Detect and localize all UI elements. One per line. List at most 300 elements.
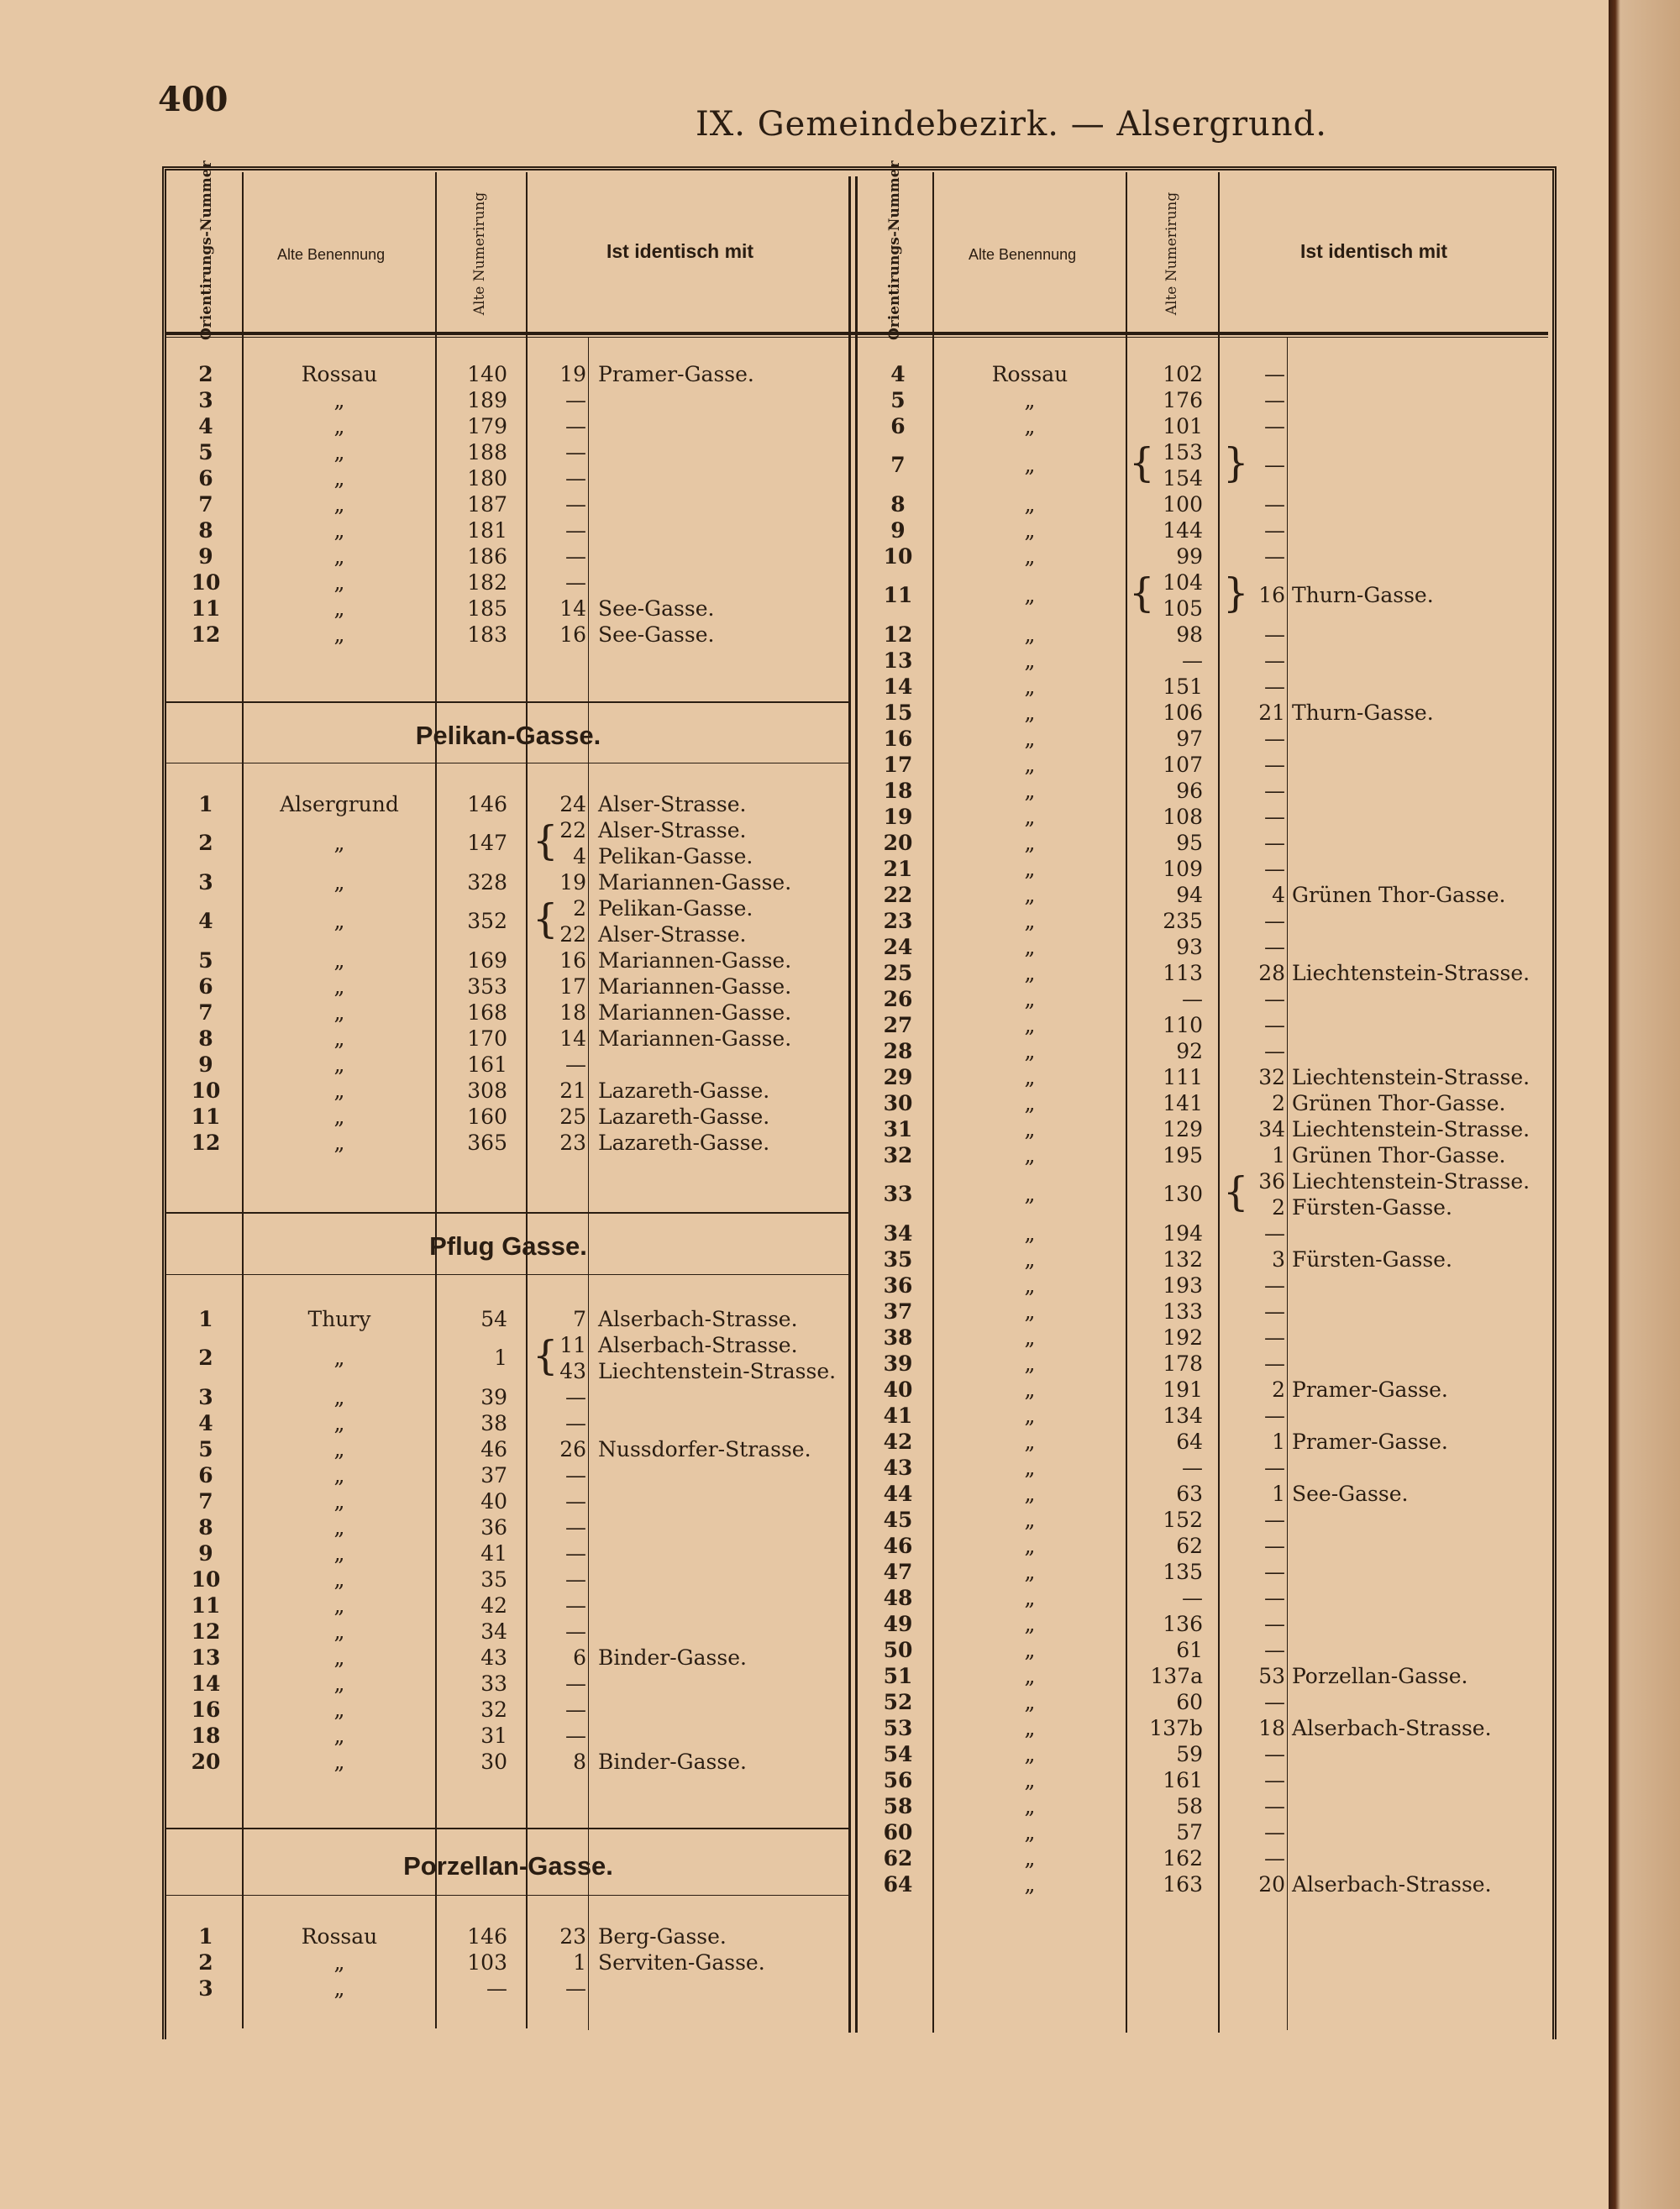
new-number: — <box>1264 1560 1285 1584</box>
alte-numerirung: 96 <box>1176 779 1203 803</box>
header-identisch: Ist identisch mit <box>1300 240 1448 262</box>
alte-numerirung: 99 <box>1176 544 1203 569</box>
street-name: Nussdorfer-Strasse. <box>598 1437 811 1461</box>
new-number: 28 <box>1258 961 1285 985</box>
orient-number: 4 <box>198 909 213 933</box>
alte-benennung: „ <box>333 1645 345 1670</box>
new-number: 22 <box>559 922 586 947</box>
new-number: 2 <box>1272 1377 1285 1402</box>
new-number: 18 <box>559 1000 586 1025</box>
alte-benennung: „ <box>1024 935 1036 959</box>
alte-numerirung: 182 <box>467 570 507 595</box>
new-number: 1 <box>1272 1143 1285 1167</box>
header-alte-benennung: Alte Benennung <box>277 246 386 263</box>
street-name: Pelikan-Gasse. <box>598 844 753 868</box>
alte-numerirung: 132 <box>1163 1247 1203 1272</box>
alte-benennung: „ <box>1024 1117 1036 1141</box>
new-number: — <box>1264 1404 1285 1428</box>
alte-benennung: „ <box>1024 1742 1036 1766</box>
orient-number: 2 <box>198 831 213 855</box>
alte-benennung: „ <box>333 1131 345 1155</box>
orient-number: 1 <box>198 1924 213 1949</box>
orient-number: 20 <box>191 1750 221 1774</box>
table-row <box>0 1689 1680 1715</box>
new-number: — <box>1264 1325 1285 1350</box>
alte-benennung: „ <box>1024 1638 1036 1662</box>
alte-benennung: „ <box>1024 1612 1036 1636</box>
street-name: Mariannen-Gasse. <box>598 1026 792 1051</box>
orient-number: 2 <box>198 1950 213 1975</box>
new-number: — <box>1264 857 1285 881</box>
orient-number: 6 <box>198 974 213 999</box>
alte-benennung: Rossau <box>991 362 1068 386</box>
alte-benennung: „ <box>333 388 345 412</box>
brace-mark: } <box>1223 569 1249 617</box>
alte-benennung: Rossau <box>301 1924 378 1949</box>
orient-number: 11 <box>191 1104 221 1129</box>
new-number: — <box>565 1671 586 1696</box>
orient-number: 12 <box>191 622 221 647</box>
new-number: — <box>565 1976 586 2001</box>
alte-numerirung: 43 <box>480 1645 507 1670</box>
street-name: Liechtenstein-Strasse. <box>1292 1117 1530 1141</box>
alte-benennung: „ <box>1024 727 1036 751</box>
alte-benennung: „ <box>333 909 345 933</box>
alte-benennung: „ <box>1024 1377 1036 1402</box>
alte-numerirung: 146 <box>467 1924 507 1949</box>
alte-benennung: „ <box>1024 544 1036 569</box>
alte-benennung: „ <box>333 440 345 464</box>
orient-number: 25 <box>883 961 913 985</box>
table-row <box>0 1507 1680 1533</box>
orient-number: 17 <box>883 753 913 777</box>
street-name: Serviten-Gasse. <box>598 1950 765 1975</box>
orient-number: 35 <box>883 1247 913 1272</box>
new-number: — <box>1264 388 1285 412</box>
orient-number: 46 <box>883 1534 913 1558</box>
alte-numerirung: 137b <box>1149 1716 1203 1740</box>
new-number: — <box>1264 1456 1285 1480</box>
alte-benennung: „ <box>333 1976 345 2001</box>
new-number: 26 <box>559 1437 586 1461</box>
alte-numerirung: 39 <box>480 1385 507 1409</box>
orient-number: 18 <box>191 1724 221 1748</box>
table-row <box>0 1741 1680 1767</box>
table-row <box>0 1403 1680 1429</box>
street-name: Liechtenstein-Strasse. <box>1292 1065 1530 1089</box>
new-number: 1 <box>1272 1482 1285 1506</box>
alte-numerirung: 136 <box>1163 1612 1203 1636</box>
alte-benennung: „ <box>1024 622 1036 647</box>
street-name: Pramer-Gasse. <box>598 362 754 386</box>
table-row <box>0 1012 1680 1038</box>
alte-numerirung: 38 <box>480 1411 507 1435</box>
new-number: — <box>1264 1846 1285 1871</box>
alte-numerirung: 161 <box>1163 1768 1203 1792</box>
orient-number: 4 <box>890 362 906 386</box>
alte-numerirung: 101 <box>1163 414 1203 438</box>
new-number: — <box>1264 1508 1285 1532</box>
orient-number: 14 <box>883 674 913 699</box>
orient-number: 8 <box>890 492 906 517</box>
alte-numerirung: 135 <box>1163 1560 1203 1584</box>
table-row <box>0 1090 1680 1116</box>
new-number: 25 <box>559 1104 586 1129</box>
alte-benennung: „ <box>333 1619 345 1644</box>
table-row <box>0 1116 1680 1142</box>
new-number: — <box>1264 453 1285 477</box>
alte-numerirung: 105 <box>1163 596 1203 621</box>
alte-benennung: „ <box>1024 987 1036 1011</box>
new-number: — <box>565 1593 586 1618</box>
table-row <box>0 908 1680 934</box>
alte-numerirung: 54 <box>480 1307 507 1331</box>
orient-number: 2 <box>198 362 213 386</box>
new-number: 36 <box>1258 1169 1285 1194</box>
alte-benennung: „ <box>333 544 345 569</box>
alte-benennung: „ <box>333 948 345 973</box>
alte-numerirung: 154 <box>1163 466 1203 491</box>
orient-number: 4 <box>198 1411 213 1435</box>
orient-number: 10 <box>191 1078 221 1103</box>
alte-numerirung: 352 <box>467 909 507 933</box>
new-number: — <box>565 1385 586 1409</box>
orient-number: 12 <box>191 1619 221 1644</box>
orient-number: 62 <box>883 1846 913 1871</box>
new-number: 6 <box>573 1645 586 1670</box>
new-number: 53 <box>1258 1664 1285 1688</box>
alte-numerirung: 185 <box>467 596 507 621</box>
alte-benennung: „ <box>333 518 345 543</box>
table-row <box>0 700 1680 726</box>
table-row <box>0 830 1680 856</box>
alte-numerirung: 42 <box>480 1593 507 1618</box>
orient-number: 26 <box>883 987 913 1011</box>
alte-benennung: „ <box>1024 1325 1036 1350</box>
alte-benennung: „ <box>1024 1221 1036 1246</box>
orient-number: 43 <box>883 1456 913 1480</box>
alte-benennung: „ <box>333 1437 345 1461</box>
table-row <box>0 1455 1680 1481</box>
table-row <box>0 1064 1680 1090</box>
header-alte-numerirung: Alte Numerirung <box>471 192 488 316</box>
brace-mark: { <box>533 895 559 942</box>
alte-benennung: „ <box>1024 1065 1036 1089</box>
table-row <box>0 1038 1680 1064</box>
table-row <box>0 1533 1680 1559</box>
alte-benennung: „ <box>333 1489 345 1514</box>
new-number: 2 <box>573 896 586 921</box>
street-name: See-Gasse. <box>598 622 715 647</box>
new-number: 23 <box>559 1131 586 1155</box>
new-number: 17 <box>559 974 586 999</box>
alte-numerirung: 59 <box>1176 1742 1203 1766</box>
alte-numerirung: 113 <box>1163 961 1203 985</box>
new-number: 19 <box>559 870 586 895</box>
alte-benennung: „ <box>1024 779 1036 803</box>
alte-numerirung: 183 <box>467 622 507 647</box>
alte-numerirung: 178 <box>1163 1351 1203 1376</box>
alte-benennung: „ <box>1024 1716 1036 1740</box>
orient-number: 20 <box>883 831 913 855</box>
street-name: See-Gasse. <box>1292 1482 1409 1506</box>
alte-numerirung: 111 <box>1163 1065 1203 1089</box>
alte-numerirung: 98 <box>1176 622 1203 647</box>
new-number: 4 <box>1272 883 1285 907</box>
new-number: — <box>1264 779 1285 803</box>
new-number: 2 <box>1272 1091 1285 1115</box>
table-row <box>0 1663 1680 1689</box>
orient-number: 7 <box>890 453 906 477</box>
street-name: Pelikan-Gasse. <box>598 896 753 921</box>
orient-number: 3 <box>198 1976 213 2001</box>
page-number: 400 <box>158 80 228 119</box>
table-row <box>0 934 1680 960</box>
table-row <box>0 622 1680 648</box>
alte-numerirung: — <box>486 1976 507 2001</box>
alte-numerirung: 188 <box>467 440 507 464</box>
alte-numerirung: 181 <box>467 518 507 543</box>
header-orient: Orientirungs-Nummer <box>886 160 903 340</box>
alte-benennung: „ <box>1024 961 1036 985</box>
alte-benennung: „ <box>1024 1768 1036 1792</box>
new-number: 7 <box>573 1307 586 1331</box>
street-name: Lazareth-Gasse. <box>598 1104 770 1129</box>
new-number: 43 <box>559 1359 586 1383</box>
orient-number: 8 <box>198 1515 213 1540</box>
alte-numerirung: 95 <box>1176 831 1203 855</box>
table-row <box>0 1976 1680 2002</box>
orient-number: 12 <box>883 622 913 647</box>
street-name: Lazareth-Gasse. <box>598 1131 770 1155</box>
new-number: — <box>1264 1820 1285 1844</box>
alte-benennung: „ <box>333 1541 345 1566</box>
alte-benennung: „ <box>1024 1039 1036 1063</box>
alte-benennung: „ <box>333 596 345 621</box>
new-number: — <box>1264 1534 1285 1558</box>
new-number: — <box>565 1489 586 1514</box>
section-title-pflug: Pflug Gasse. <box>429 1231 587 1261</box>
alte-benennung: „ <box>333 1593 345 1618</box>
alte-benennung: „ <box>1024 909 1036 933</box>
section-title-porzellan: Porzellan-Gasse. <box>403 1851 613 1881</box>
table-row <box>0 1559 1680 1585</box>
new-number: — <box>1264 935 1285 959</box>
alte-numerirung: 163 <box>1163 1872 1203 1897</box>
alte-numerirung: 57 <box>1176 1820 1203 1844</box>
orient-number: 11 <box>883 583 913 607</box>
street-name: Mariannen-Gasse. <box>598 1000 792 1025</box>
new-number: 24 <box>559 792 586 816</box>
alte-numerirung: 170 <box>467 1026 507 1051</box>
table-row <box>0 543 1680 569</box>
new-number: 18 <box>1258 1716 1285 1740</box>
alte-numerirung: 64 <box>1176 1430 1203 1454</box>
alte-numerirung: 94 <box>1176 883 1203 907</box>
street-name: Alserbach-Strasse. <box>1292 1716 1492 1740</box>
alte-numerirung: 168 <box>467 1000 507 1025</box>
alte-benennung: „ <box>1024 453 1036 477</box>
street-name: Thurn-Gasse. <box>1292 700 1434 725</box>
alte-numerirung: 35 <box>480 1567 507 1592</box>
orient-number: 9 <box>198 1052 213 1077</box>
new-number: — <box>565 388 586 412</box>
alte-numerirung: 92 <box>1176 1039 1203 1063</box>
orient-number: 41 <box>883 1404 913 1428</box>
table-row <box>0 778 1680 804</box>
alte-benennung: „ <box>1024 674 1036 699</box>
section-rule <box>166 1212 848 1214</box>
street-name: Porzellan-Gasse. <box>1292 1664 1468 1688</box>
alte-numerirung: 187 <box>467 492 507 517</box>
orient-number: 9 <box>890 518 906 543</box>
orient-number: 13 <box>191 1645 221 1670</box>
table-row <box>0 960 1680 986</box>
orient-number: 2 <box>198 1346 213 1370</box>
table-row <box>0 726 1680 752</box>
street-name: Mariannen-Gasse. <box>598 948 792 973</box>
alte-benennung: „ <box>1024 805 1036 829</box>
new-number: — <box>1264 1221 1285 1246</box>
table-row <box>0 1715 1680 1741</box>
new-number: 21 <box>559 1078 586 1103</box>
orient-number: 14 <box>191 1671 221 1696</box>
new-number: — <box>1264 544 1285 569</box>
alte-numerirung: 31 <box>480 1724 507 1748</box>
orient-number: 29 <box>883 1065 913 1089</box>
new-number: 22 <box>559 818 586 842</box>
alte-numerirung: 191 <box>1163 1377 1203 1402</box>
table-row <box>0 1142 1680 1168</box>
street-name: Binder-Gasse. <box>598 1750 747 1774</box>
alte-numerirung: 37 <box>480 1463 507 1488</box>
alte-benennung: „ <box>1024 1508 1036 1532</box>
orient-number: 23 <box>883 909 913 933</box>
alte-numerirung: 137a <box>1150 1664 1203 1688</box>
orient-number: 64 <box>883 1872 913 1897</box>
orient-number: 28 <box>883 1039 913 1063</box>
alte-numerirung: 153 <box>1163 440 1203 464</box>
alte-numerirung: 129 <box>1163 1117 1203 1141</box>
alte-benennung: „ <box>1024 518 1036 543</box>
alte-numerirung: 365 <box>467 1131 507 1155</box>
street-name: Berg-Gasse. <box>598 1924 727 1949</box>
alte-numerirung: 110 <box>1163 1013 1203 1037</box>
street-name: Mariannen-Gasse. <box>598 870 792 895</box>
table-row <box>0 1429 1680 1455</box>
alte-numerirung: 169 <box>467 948 507 973</box>
alte-numerirung: 141 <box>1163 1091 1203 1115</box>
orient-number: 50 <box>883 1638 913 1662</box>
street-name: Alser-Strasse. <box>598 922 747 947</box>
alte-benennung: „ <box>1024 857 1036 881</box>
alte-benennung: „ <box>1024 492 1036 517</box>
orient-number: 47 <box>883 1560 913 1584</box>
orient-number: 16 <box>191 1697 221 1722</box>
orient-number: 32 <box>883 1143 913 1167</box>
new-number: — <box>1264 1351 1285 1376</box>
orient-number: 10 <box>191 1567 221 1592</box>
orient-number: 13 <box>883 648 913 673</box>
alte-benennung: „ <box>1024 388 1036 412</box>
street-name: Thurn-Gasse. <box>1292 583 1434 607</box>
alte-benennung: „ <box>1024 1586 1036 1610</box>
header-identisch: Ist identisch mit <box>606 240 754 262</box>
orient-number: 3 <box>198 1385 213 1409</box>
table-row <box>0 674 1680 700</box>
orient-number: 37 <box>883 1299 913 1324</box>
new-number: — <box>1264 518 1285 543</box>
table-row <box>0 1767 1680 1793</box>
street-name: Lazareth-Gasse. <box>598 1078 770 1103</box>
alte-benennung: „ <box>1024 883 1036 907</box>
street-name: Mariannen-Gasse. <box>598 974 792 999</box>
alte-benennung: „ <box>1024 1247 1036 1272</box>
orient-number: 1 <box>198 792 213 816</box>
orient-number: 36 <box>883 1273 913 1298</box>
alte-numerirung: 151 <box>1163 674 1203 699</box>
orient-number: 5 <box>890 388 906 412</box>
alte-numerirung: 328 <box>467 870 507 895</box>
new-number: — <box>565 1697 586 1722</box>
alte-numerirung: — <box>1182 1586 1203 1610</box>
alte-benennung: „ <box>333 974 345 999</box>
orient-number: 7 <box>198 1489 213 1514</box>
new-number: — <box>565 1541 586 1566</box>
orient-number: 60 <box>883 1820 913 1844</box>
alte-numerirung: 93 <box>1176 935 1203 959</box>
orient-number: 38 <box>883 1325 913 1350</box>
table-row <box>0 1793 1680 1819</box>
orient-number: 48 <box>883 1586 913 1610</box>
street-name: See-Gasse. <box>598 596 715 621</box>
alte-benennung: „ <box>1024 1664 1036 1688</box>
new-number: — <box>565 544 586 569</box>
new-number: 11 <box>559 1333 586 1357</box>
alte-benennung: „ <box>1024 1820 1036 1844</box>
new-number: 34 <box>1258 1117 1285 1141</box>
alte-benennung: „ <box>333 1463 345 1488</box>
new-number: — <box>1264 492 1285 517</box>
alte-numerirung: 60 <box>1176 1690 1203 1714</box>
alte-benennung: „ <box>333 1724 345 1748</box>
new-number: — <box>1264 362 1285 386</box>
new-number: — <box>1264 753 1285 777</box>
table-row <box>0 517 1680 543</box>
orient-number: 6 <box>890 414 906 438</box>
orient-number: 31 <box>883 1117 913 1141</box>
table-row <box>0 361 1680 387</box>
alte-benennung: „ <box>333 1346 345 1370</box>
new-number: — <box>565 440 586 464</box>
orient-number: 51 <box>883 1664 913 1688</box>
alte-numerirung: 61 <box>1176 1638 1203 1662</box>
alte-numerirung: 63 <box>1176 1482 1203 1506</box>
alte-numerirung: 193 <box>1163 1273 1203 1298</box>
alte-numerirung: 106 <box>1163 700 1203 725</box>
alte-benennung: „ <box>333 1000 345 1025</box>
table-row <box>0 491 1680 517</box>
street-name: Grünen Thor-Gasse. <box>1292 1143 1506 1167</box>
alte-numerirung: 186 <box>467 544 507 569</box>
alte-benennung: „ <box>1024 1534 1036 1558</box>
alte-numerirung: — <box>1182 1456 1203 1480</box>
new-number: 1 <box>1272 1430 1285 1454</box>
orient-number: 16 <box>883 727 913 751</box>
alte-benennung: „ <box>1024 1560 1036 1584</box>
header-alte-benennung: Alte Benennung <box>969 246 1077 263</box>
street-name: Alser-Strasse. <box>598 792 747 816</box>
